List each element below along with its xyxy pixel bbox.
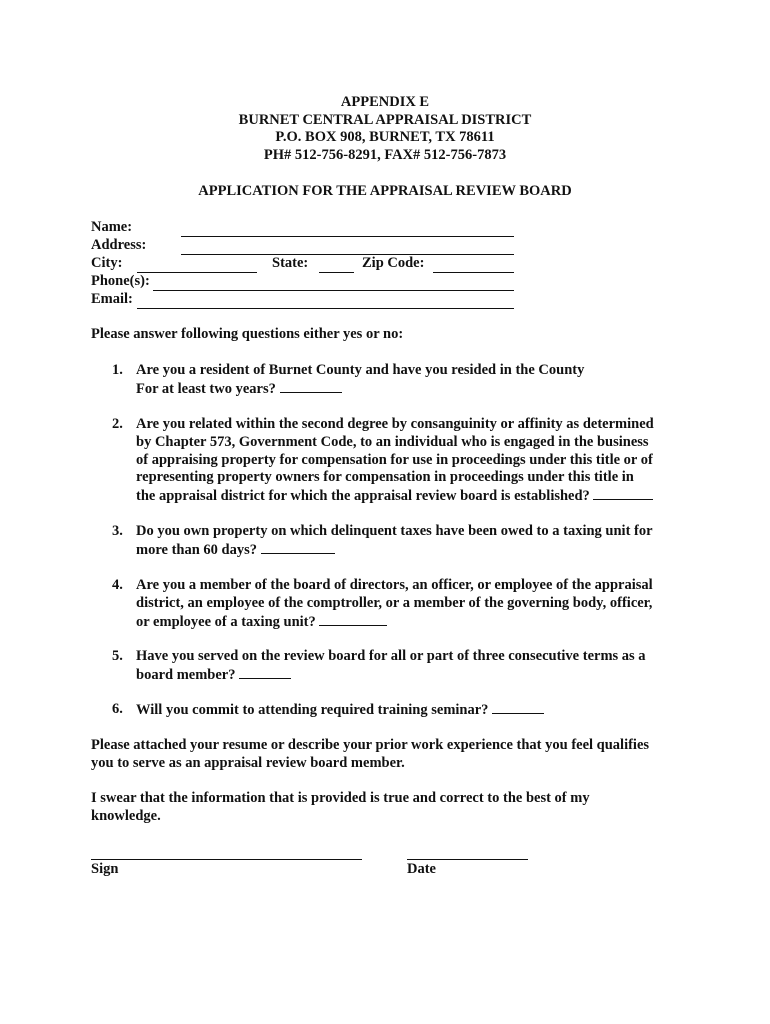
address-field[interactable] bbox=[181, 242, 514, 255]
date-label: Date bbox=[407, 861, 436, 877]
question-text-line: Are you a member of the board of directors, an officer, or employee of the appraisal bbox=[136, 577, 653, 593]
question-number: 5. bbox=[112, 648, 123, 664]
question-3 bbox=[112, 523, 702, 560]
name-row bbox=[91, 219, 132, 236]
instructions: Please answer following questions either yes or no: bbox=[91, 326, 404, 342]
zip-field[interactable] bbox=[433, 260, 514, 273]
phone-label: Phone(s): bbox=[91, 273, 150, 289]
city-label: City: bbox=[91, 255, 123, 271]
attestation-text-line: I swear that the information that is provided is true and correct to the best of my bbox=[91, 790, 590, 806]
district-phone-fax: PH# 512-756-8291, FAX# 512-756-7873 bbox=[263, 147, 507, 164]
signature-field[interactable] bbox=[91, 859, 362, 860]
zip-row bbox=[362, 255, 424, 272]
question-text-line: Have you served on the review board for all or part of three consecutive terms as a bbox=[136, 648, 646, 664]
question-text-line: Do you own property on which delinquent taxes have been owed to a taxing unit for bbox=[136, 523, 653, 539]
date-field[interactable] bbox=[407, 859, 528, 860]
attestation-text-line: knowledge. bbox=[91, 807, 161, 824]
address-label: Address: bbox=[91, 237, 147, 253]
state-field[interactable] bbox=[319, 260, 354, 273]
form-title: APPLICATION FOR THE APPRAISAL REVIEW BOARD bbox=[198, 183, 572, 199]
zip-label: Zip Code: bbox=[362, 255, 425, 271]
sign-label: Sign bbox=[91, 861, 119, 877]
question-number: 4. bbox=[112, 577, 123, 593]
state-row bbox=[272, 255, 308, 272]
question-5 bbox=[112, 648, 702, 685]
question-text-line: Are you a resident of Burnet County and have you resided in the County bbox=[136, 362, 585, 378]
email-row bbox=[91, 291, 133, 308]
question-text-line: Will you commit to attending required training seminar? bbox=[136, 702, 489, 718]
email-field[interactable] bbox=[137, 296, 514, 309]
question-text-line: Are you related within the second degree by consanguinity or affinity as determined bbox=[136, 416, 654, 432]
answer-2-field[interactable] bbox=[593, 487, 653, 500]
phone-field[interactable] bbox=[153, 278, 514, 291]
resume-text-line: you to serve as an appraisal review board member. bbox=[91, 754, 405, 771]
phone-row bbox=[91, 273, 150, 290]
question-2 bbox=[112, 416, 702, 506]
answer-5-field[interactable] bbox=[239, 666, 291, 679]
name-field[interactable] bbox=[181, 224, 514, 237]
appendix-label: APPENDIX E bbox=[340, 94, 430, 110]
question-text-line: district, an employee of the comptroller, or a member of the governing body, officer, bbox=[136, 594, 653, 611]
district-address: P.O. BOX 908, BURNET, TX 78611 bbox=[275, 129, 495, 146]
question-text-line: board member? bbox=[136, 666, 236, 683]
question-number: 6. bbox=[112, 701, 123, 717]
address-row bbox=[91, 237, 146, 254]
question-number: 2. bbox=[112, 416, 123, 432]
attestation-statement bbox=[91, 790, 590, 826]
question-text-line: or employee of a taxing unit? bbox=[136, 613, 316, 630]
question-number: 1. bbox=[112, 362, 123, 378]
answer-4-field[interactable] bbox=[319, 613, 387, 626]
resume-instructions bbox=[91, 737, 649, 773]
document-header bbox=[0, 94, 770, 165]
resume-text-line: Please attached your resume or describe your prior work experience that you feel qualifies bbox=[91, 737, 650, 753]
answer-1-field[interactable] bbox=[280, 380, 342, 393]
question-text-line: by Chapter 573, Government Code, to an individual who is engaged in the business bbox=[136, 433, 649, 450]
district-name: BURNET CENTRAL APPRAISAL DISTRICT bbox=[238, 111, 532, 128]
city-row bbox=[91, 255, 122, 272]
email-label: Email: bbox=[91, 291, 133, 307]
question-1 bbox=[112, 362, 702, 399]
question-6 bbox=[112, 701, 702, 720]
city-field[interactable] bbox=[137, 260, 257, 273]
state-label: State: bbox=[272, 255, 309, 271]
answer-3-field[interactable] bbox=[261, 541, 335, 554]
question-4 bbox=[112, 577, 702, 631]
name-label: Name: bbox=[91, 219, 133, 235]
question-number: 3. bbox=[112, 523, 123, 539]
question-text-line: more than 60 days? bbox=[136, 541, 257, 558]
question-text-line: the appraisal district for which the appraisal review board is established? bbox=[136, 488, 590, 505]
answer-6-field[interactable] bbox=[492, 701, 544, 714]
question-text-line: of appraising property for compensation for use in proceedings under this title or of bbox=[136, 451, 653, 468]
question-text-line: representing property owners for compensation in proceedings under this title in bbox=[136, 469, 634, 486]
question-text-line: For at least two years? bbox=[136, 380, 276, 397]
